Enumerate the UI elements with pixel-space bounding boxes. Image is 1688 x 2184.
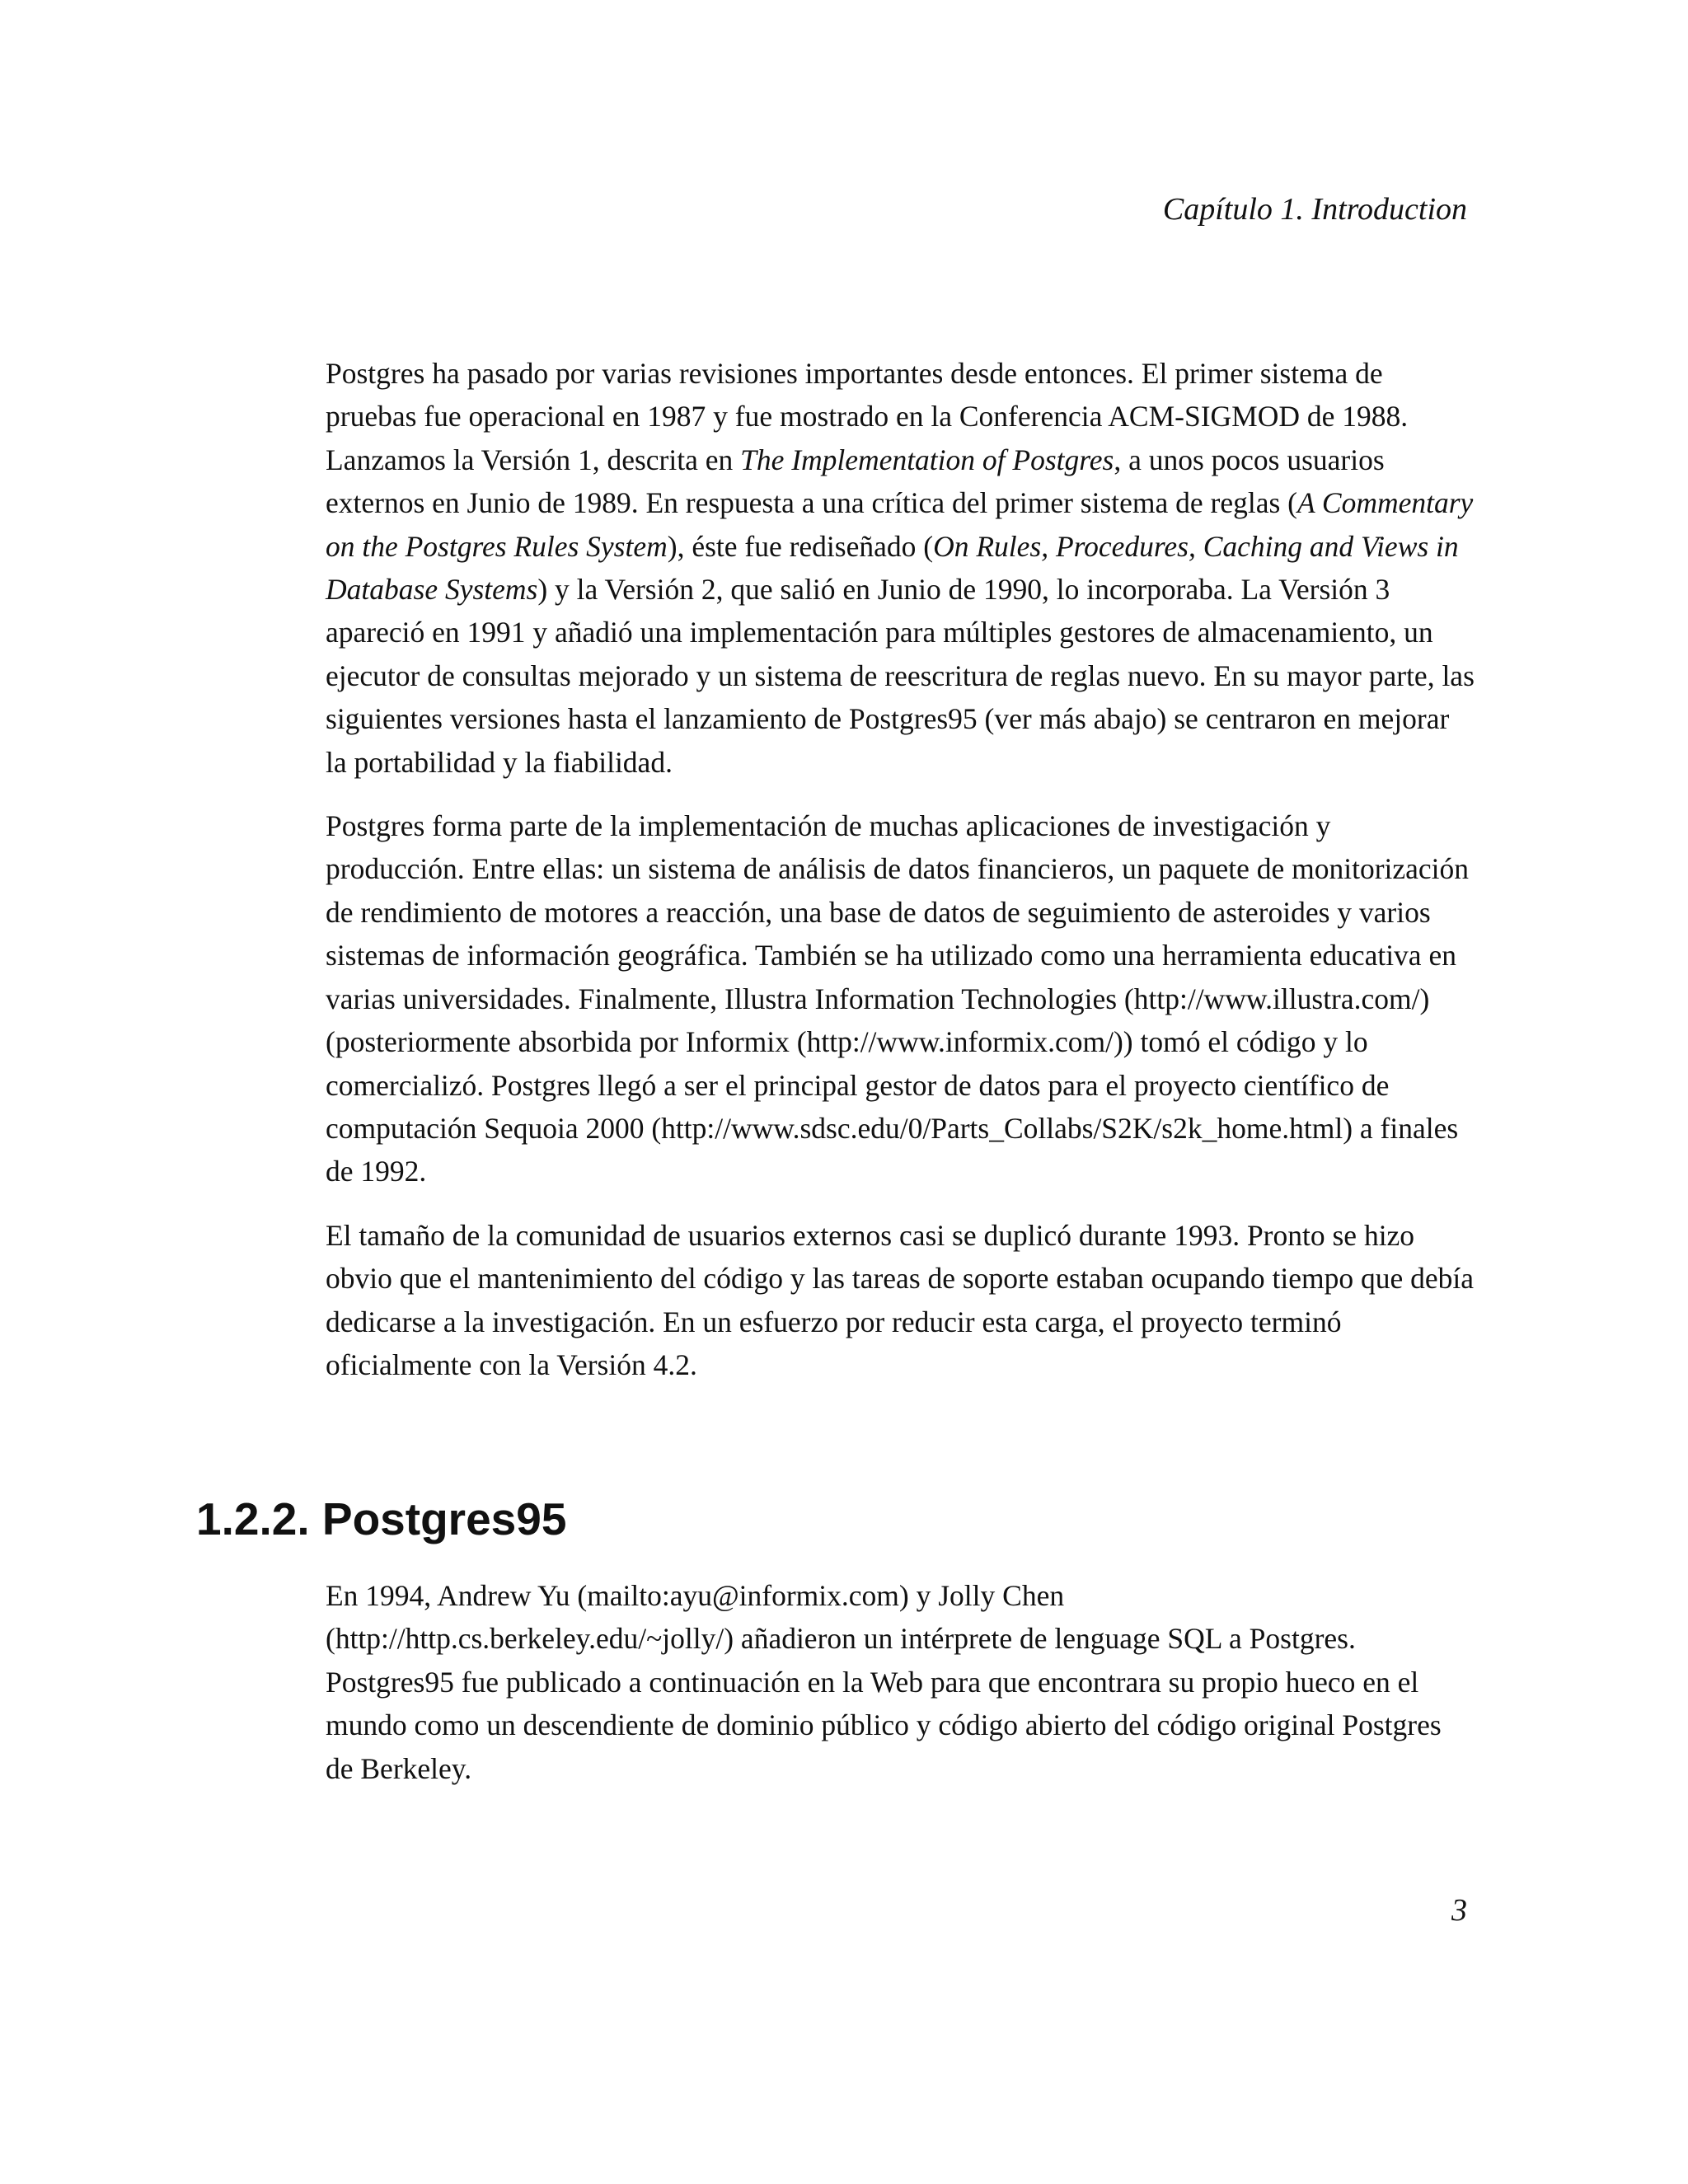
- section-heading: 1.2.2. Postgres95: [196, 1493, 567, 1544]
- section-body: [326, 1574, 1475, 1811]
- text-run: ) y la Versión 2, que salió en Junio de 1990, lo incorporaba. La Versión 3 apareció en 1991 y añadió una implementación para múltiples gestores de almacenamiento, un ejecutor de consultas mejorado y un sistema de reescritura de reglas nuevo. En su mayor parte, las siguientes versiones hasta el lanzamiento de Postgres95 (ver más abajo) se centraron en mejorar la portabilidad y la fiabilidad.: [326, 573, 1475, 779]
- italic-title-on-rules: On Rules, Procedures, Caching and Views in Database Systems: [326, 529, 1459, 607]
- paragraph-community: El tamaño de la comunidad de usuarios externos casi se duplicó durante 1993. Pronto se hizo obvio que el mantenimiento del código y las tareas de soporte estaban ocupando tiempo que debía dedicarse a la investigación. En un esfuerzo por reducir esta carga, el proyecto terminó oficialmente con la Versión 4.2.: [326, 1218, 1474, 1381]
- text-run: Postgres ha pasado por varias revisiones importantes desde entonces. El primer sistema de pruebas fue operacional en 1987 y fue mostrado en la Conferencia ACM-SIGMOD de 1988. Lanzamos la Versión 1, descrita en: [326, 357, 1409, 476]
- running-header: Capítulo 1. Introduction: [1162, 192, 1467, 227]
- text-run: , a unos pocos usuarios externos en Junio de 1989. En respuesta a una crítica del primer sistema de reglas (: [326, 443, 1385, 520]
- italic-title-implementation: The Implementation of Postgres: [740, 443, 1114, 476]
- paragraph-postgres95: En 1994, Andrew Yu (mailto:ayu@informix.com) y Jolly Chen (http://http.cs.berkeley.edu/~jolly/) añadieron un intérprete de lenguage SQL a Postgres. Postgres95 fue publicado a continuación en la Web para que encontrara su propio hueco en el mundo como un descendiente de dominio público y código abierto del código original Postgres de Berkeley.: [326, 1579, 1442, 1785]
- paragraph-history-versions: [326, 352, 1475, 784]
- italic-title-commentary: A Commentary on the Postgres Rules System: [326, 486, 1474, 563]
- text-run: ), éste fue rediseñado (: [667, 529, 934, 563]
- page-number: 3: [1451, 1893, 1467, 1928]
- main-content: [326, 352, 1475, 1407]
- paragraph-applications: Postgres forma parte de la implementación de muchas aplicaciones de investigación y producción. Entre ellas: un sistema de análisis de datos financieros, un paquete de monitorización de rendimiento de motores a reacción, una base de datos de seguimiento de asteroides y varios sistemas de información geográfica. También se ha utilizado como una herramienta educativa en varias universidades. Finalmente, Illustra Information Technologies (http://www.illustra.com/) (posteriormente absorbida por Informix (http://www.informix.com/)) tomó el código y lo comercializó. Postgres llegó a ser el principal gestor de datos para el proyecto científico de computación Sequoia 2000 (http://www.sdsc.edu/0/Parts_Collabs/S2K/s2k_home.html) a finales de 1992.: [326, 809, 1470, 1188]
